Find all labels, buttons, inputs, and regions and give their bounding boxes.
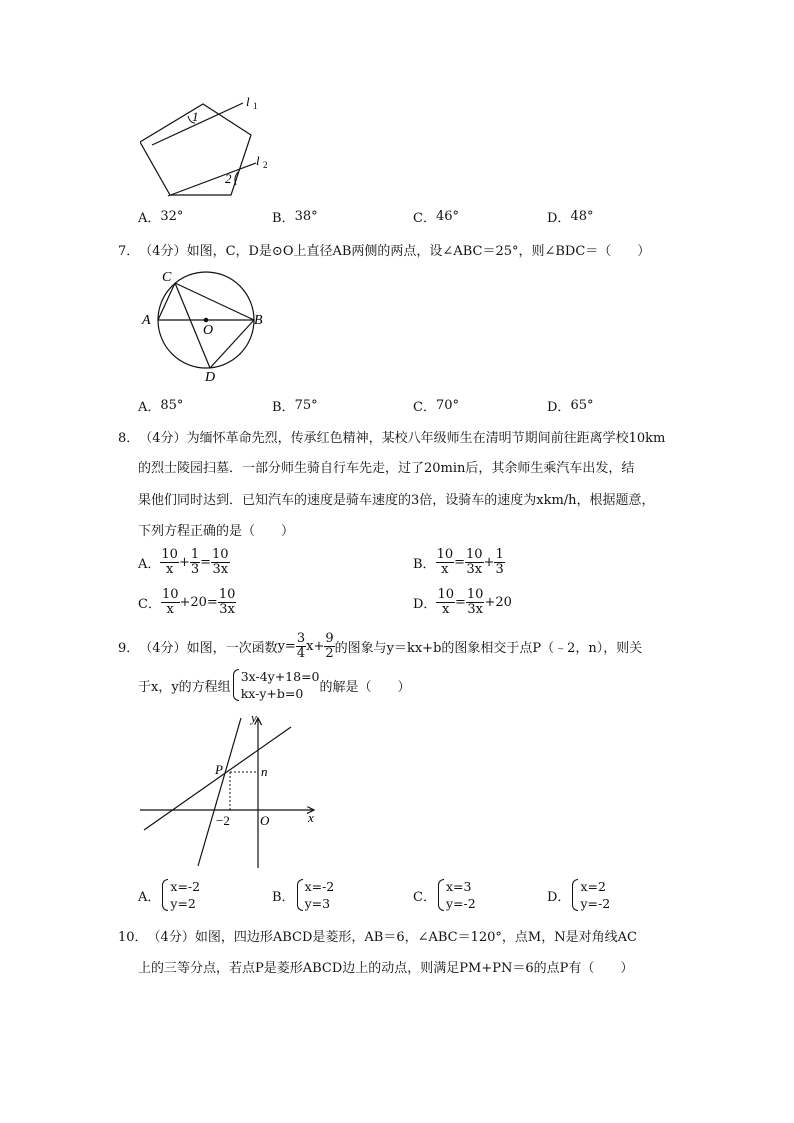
- q7-option-d[interactable]: D． 65°: [547, 398, 594, 415]
- q7-option-b[interactable]: B． 75°: [272, 398, 318, 415]
- label-l2: l: [256, 153, 260, 168]
- q9-option-b[interactable]: B． x=-2 y=3: [272, 879, 335, 911]
- q9-line2: 于x，y的方程组 3x-4y+18=0 kx-y+b=0 的解是（ ）: [138, 669, 411, 701]
- line-l2: [168, 163, 256, 196]
- q10-line1: 10． （4分） 如图，四边形ABCD是菱形，AB＝6，∠ABC＝120°，点M，N是对角线AC: [118, 926, 637, 945]
- label-o: O: [203, 323, 214, 338]
- q7-option-a[interactable]: A． 85°: [138, 398, 184, 415]
- label-a: A: [142, 313, 151, 328]
- center-dot: [204, 318, 209, 323]
- q6-option-d[interactable]: D． 48°: [547, 209, 594, 226]
- q7-figure: [138, 265, 278, 385]
- q8-line3: 果他们同时达到．已知汽车的速度是骑车速度的3倍，设骑车的速度为xkm/h，根据题意，: [138, 493, 655, 508]
- label-b: B: [254, 313, 263, 328]
- label-c: C: [162, 270, 172, 285]
- label-y: y: [251, 710, 257, 725]
- q6-option-a[interactable]: A． 32°: [138, 209, 184, 226]
- q6-option-b[interactable]: B． 38°: [272, 209, 318, 226]
- chord-ac: [158, 283, 175, 320]
- q9-option-c[interactable]: C． x=3 y=-2: [413, 879, 476, 911]
- q8-option-c[interactable]: C． $\frac{10}{x}$ +20= $\frac{10}{3x}$: [138, 587, 236, 617]
- label-l2-sub: 2: [263, 160, 268, 170]
- label-neg2: −2: [216, 813, 230, 828]
- q8-number: 8．: [118, 431, 140, 446]
- label-x: x: [308, 810, 314, 825]
- q9-number: 9．: [118, 641, 140, 656]
- q8-line1: 8． （4分） 为缅怀革命先烈，传承红色精神，某校八年级师生在清明节期间前往距离学校10km: [118, 427, 665, 446]
- q9-score: （4分）: [139, 641, 187, 656]
- q8-option-a[interactable]: A． $\frac{10}{x}$ + $\frac{1}{3}$ = $\frac{10}{3x}$: [138, 547, 229, 577]
- q7-text: 如图，C，D是⊙O上直径AB两侧的两点，设∠ABC＝25°，则∠BDC＝（ ）: [186, 244, 651, 259]
- q8-option-b[interactable]: B． $\frac{10}{x}$ = $\frac{10}{3x}$ + $\frac{1}{3}$: [413, 547, 504, 577]
- q9-figure: [138, 710, 323, 870]
- q9-line1: 9． （4分） 如图，一次函数 y= $\frac{3}{4}$ x+ $\frac{9}{2}$ 的图象与y＝kx+b的图象相交于点P（﹣2，n），则关: [118, 631, 643, 661]
- label-n: n: [261, 764, 268, 779]
- q6-option-c[interactable]: C． 46°: [413, 209, 459, 226]
- label-d: D: [205, 370, 216, 385]
- q9-option-d[interactable]: D． x=2 y=-2: [547, 879, 611, 911]
- q10-score: （4分）: [147, 930, 195, 945]
- q7-option-c[interactable]: C． 70°: [413, 398, 459, 415]
- q7-stem: [118, 240, 650, 259]
- q7-number: 7．: [118, 244, 140, 259]
- q8-option-d[interactable]: D． $\frac{10}{x}$ = $\frac{10}{3x}$ +20: [413, 587, 512, 617]
- q8-score: （4分）: [139, 431, 187, 446]
- label-l1: l: [246, 94, 250, 109]
- q8-line2: 的烈士陵园扫墓．一部分师生骑自行车先走，过了20min后，其余师生乘汽车出发，结: [138, 461, 635, 476]
- q10-number: 10．: [118, 930, 148, 945]
- q7-score: （4分）: [139, 244, 187, 259]
- label-1: 1: [192, 109, 199, 124]
- q9-option-a[interactable]: A． x=-2 y=2: [138, 879, 201, 911]
- q10-line2: 上的三等分点，若点P是菱形ABCD边上的动点，则满足PM+PN＝6的点P有（ ）: [138, 961, 634, 976]
- label-o: O: [260, 813, 270, 828]
- line-kx-b: [198, 718, 241, 866]
- q6-figure: [140, 90, 280, 202]
- label-p: P: [215, 762, 223, 777]
- q8-line4: 下列方程正确的是（ ）: [138, 524, 295, 539]
- label-l1-sub: 1: [253, 101, 258, 111]
- label-2: 2: [225, 171, 232, 186]
